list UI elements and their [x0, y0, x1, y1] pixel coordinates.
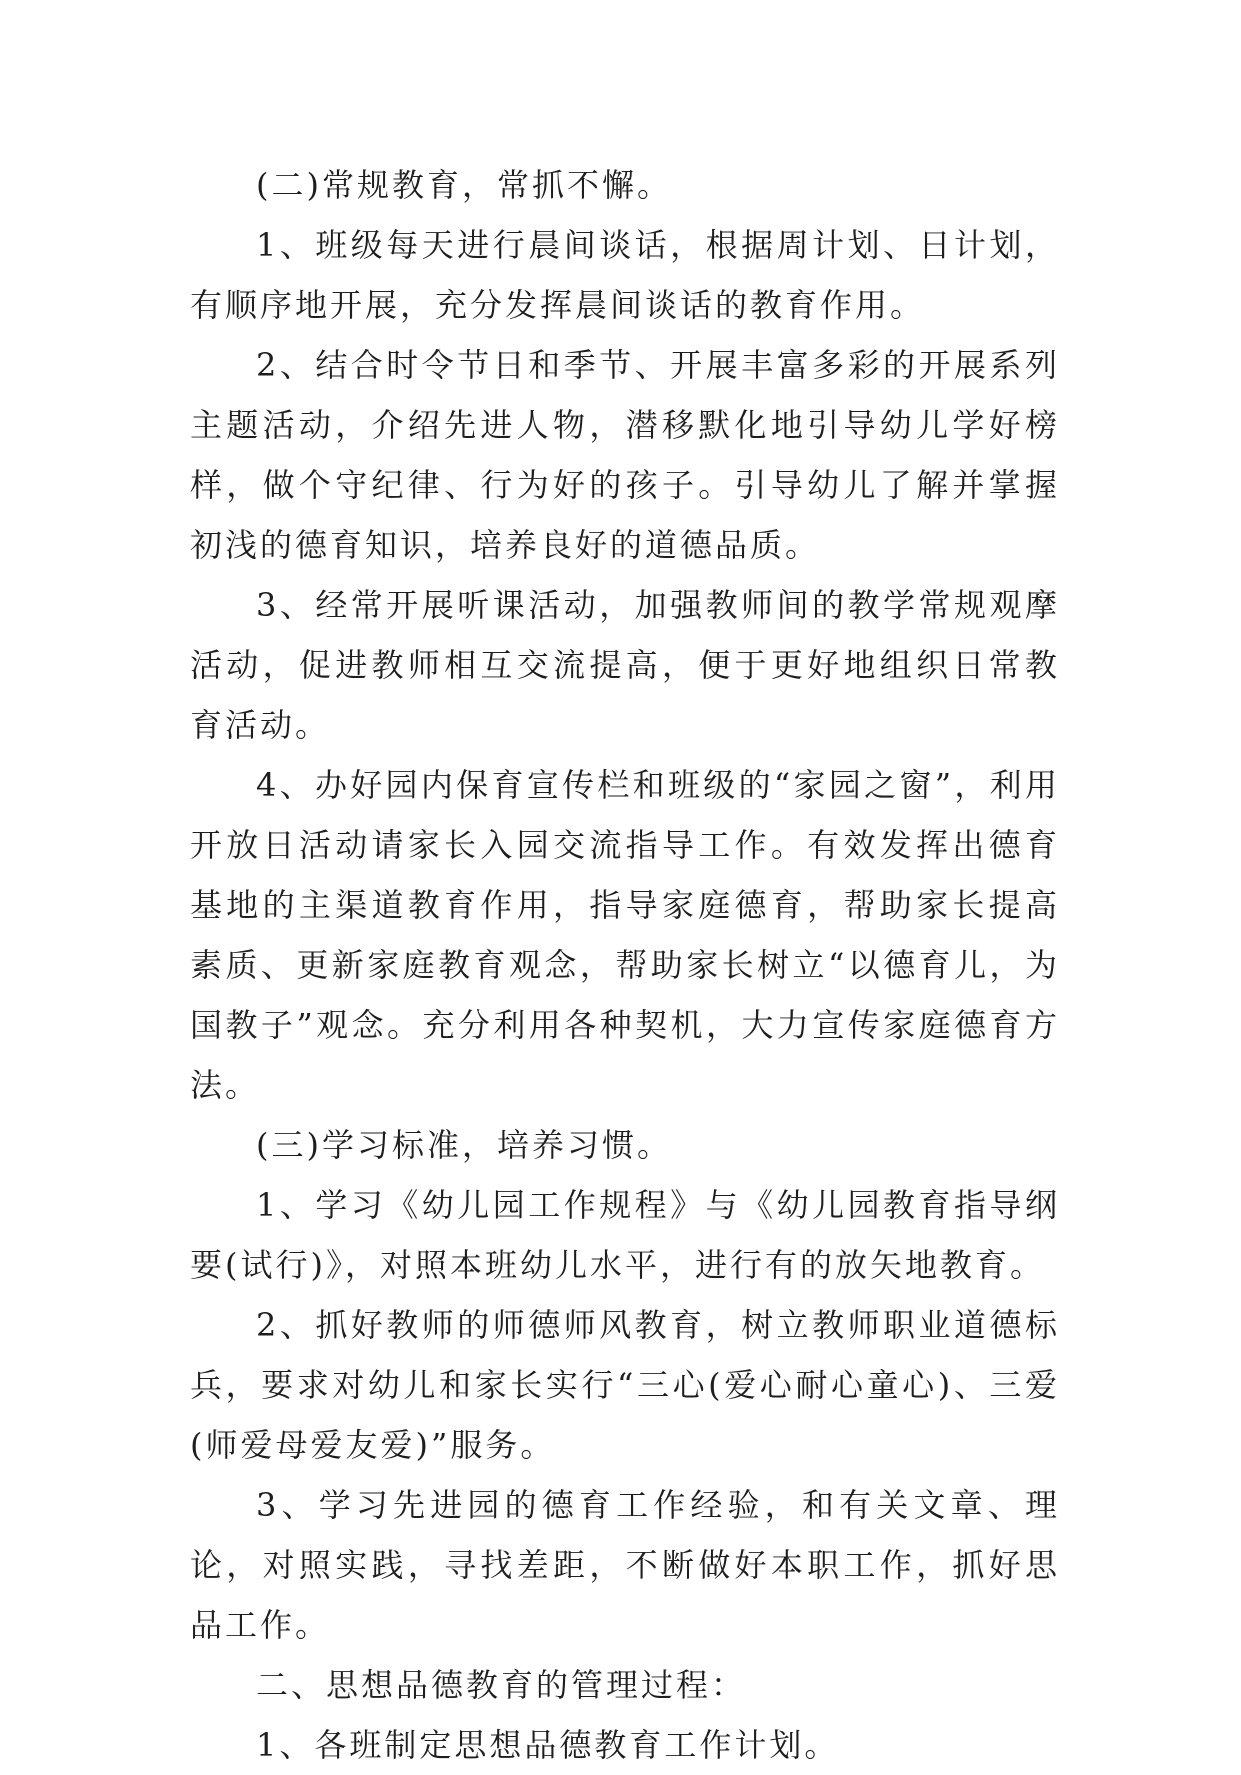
paragraph-theme-activities: 2、结合时令节日和季节、开展丰富多彩的开展系列主题活动，介绍先进人物，潜移默化地引导幼儿学好榜样，做个守纪律、行为好的孩子。引导幼儿了解并掌握初浅的德育知识，培养良好的道德品质。: [190, 346, 1060, 564]
document-body: [190, 155, 1060, 1775]
paragraph-teacher-ethics: 2、抓好教师的师德师风教育，树立教师职业道德标兵，要求对幼儿和家长实行“三心(爱心耐心童心)、三爱(师爱母爱友爱)”服务。: [190, 1306, 1060, 1464]
paragraph-home-school-window: 4、办好园内保育宣传栏和班级的“家园之窗”，利用开放日活动请家长入园交流指导工作。有效发挥出德育基地的主渠道教育作用，指导家庭德育，帮助家长提高素质、更新家庭教育观念，帮助家长树立“以德育儿，为国教子”观念。充分利用各种契机，大力宣传家庭德育方法。: [190, 766, 1060, 1104]
section-heading-routine-education: (二)常规教育，常抓不懈。: [256, 166, 672, 204]
paragraph-learning-experience: 3、学习先进园的德育工作经验，和有关文章、理论，对照实践，寻找差距，不断做好本职工作，抓好思品工作。: [190, 1486, 1060, 1644]
paragraph-kindergarten-regulations: 1、学习《幼儿园工作规程》与《幼儿园教育指导纲要(试行)》，对照本班幼儿水平，进行有的放矢地教育。: [190, 1186, 1060, 1284]
paragraph-morning-talk: 1、班级每天进行晨间谈话，根据周计划、日计划，有顺序地开展，充分发挥晨间谈话的教育作用。: [190, 226, 1060, 324]
paragraph-class-plan: 1、各班制定思想品德教育工作计划。: [256, 1726, 840, 1764]
section-heading-management-process: 二、思想品德教育的管理过程：: [256, 1666, 747, 1704]
paragraph-lesson-observation: 3、经常开展听课活动，加强教师间的教学常规观摩活动，促进教师相互交流提高，便于更好地组织日常教育活动。: [190, 586, 1060, 744]
section-heading-learning-standards: (三)学习标准，培养习惯。: [256, 1126, 672, 1164]
